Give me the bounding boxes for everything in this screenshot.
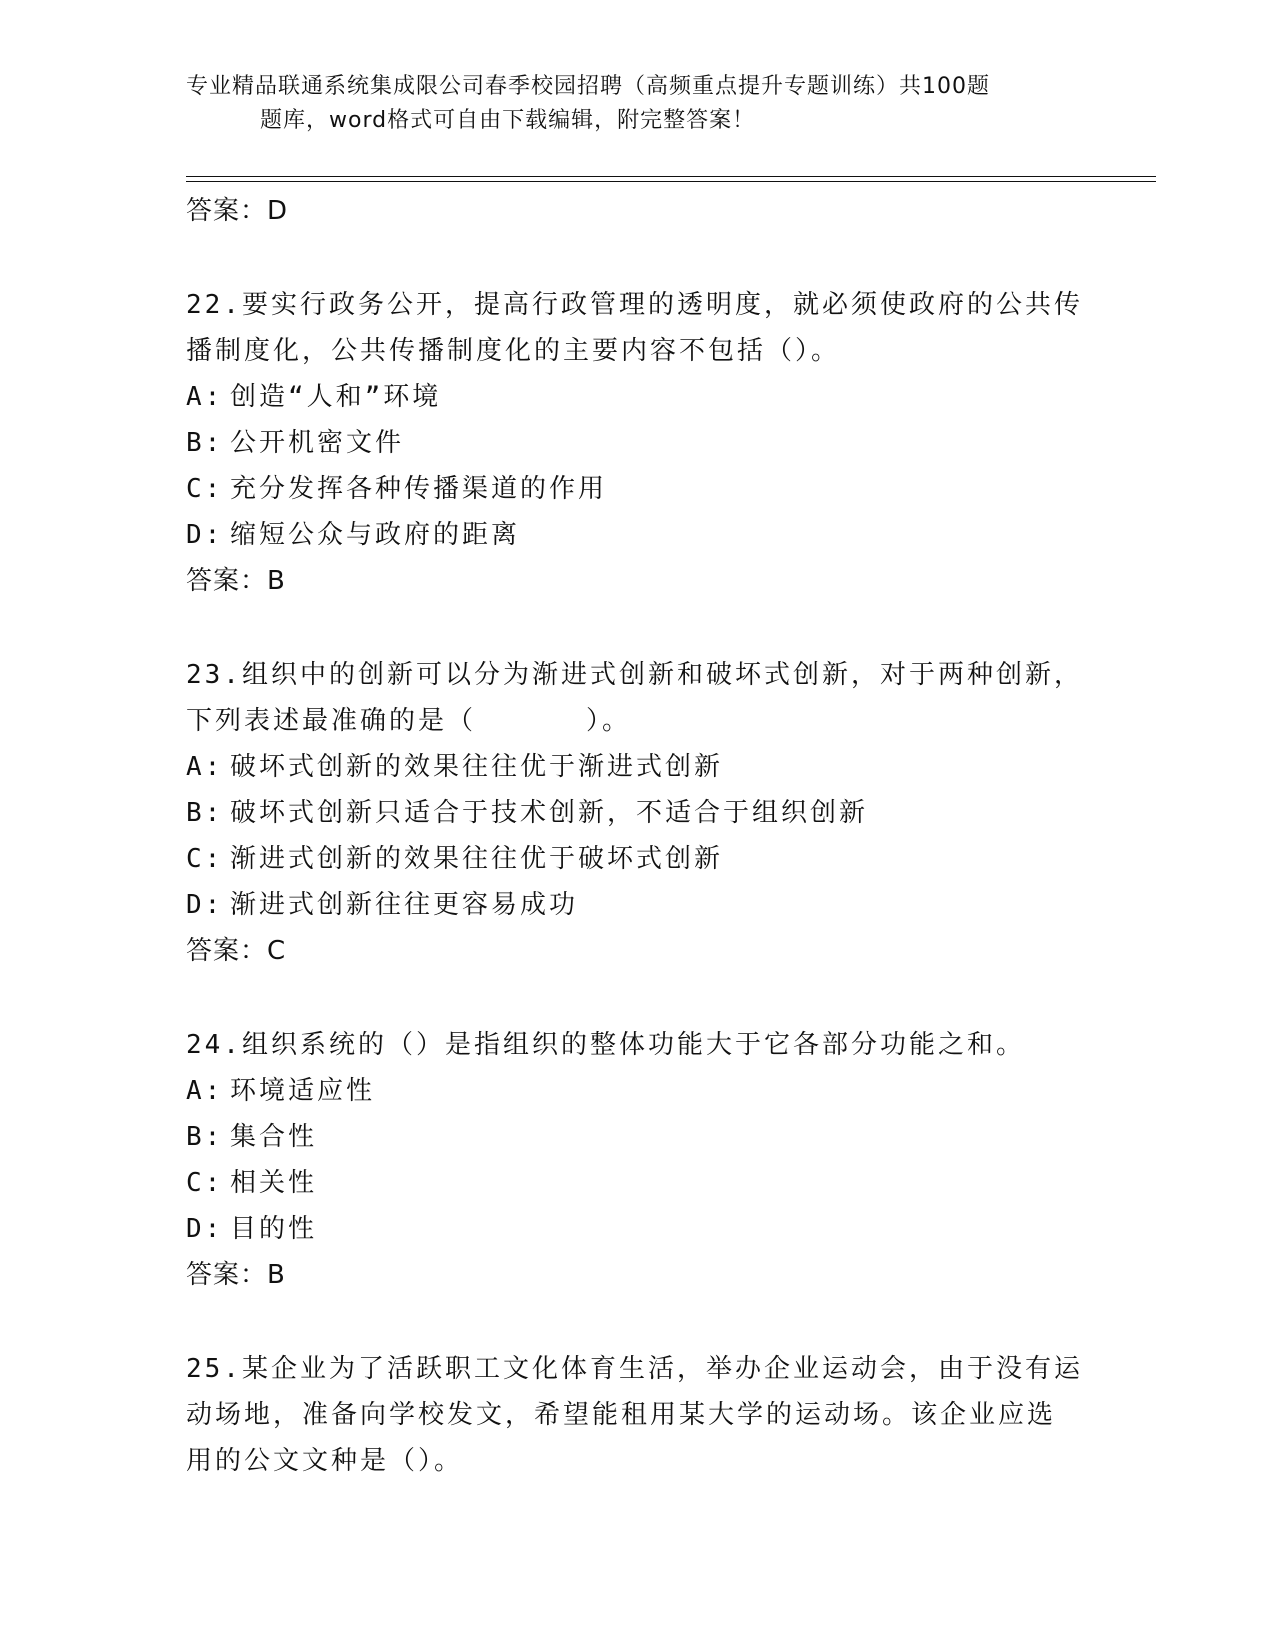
option-b (186, 790, 1086, 836)
option-text: 破坏式创新只适合于技术创新，不适合于组织创新 (230, 798, 869, 828)
option-d (186, 882, 1086, 928)
option-text: 创造“人和”环境 (230, 382, 442, 412)
option-text: 目的性 (230, 1214, 318, 1244)
option-a (186, 374, 1086, 420)
question-24 (186, 1022, 1086, 1298)
option-text: 缩短公众与政府的距离 (230, 520, 521, 550)
option-letter: C: (186, 844, 224, 874)
question-text-line: 播制度化，公共传播制度化的主要内容不包括（）。 (186, 336, 841, 366)
question-text-line: 22.要实行政务公开，提高行政管理的透明度，就必须使政府的公共传 (186, 290, 1083, 320)
option-letter: A: (186, 752, 224, 782)
document-header (186, 70, 1086, 138)
option-letter: B: (186, 798, 224, 828)
question-text-line: 用的公文文种是（）。 (186, 1446, 464, 1476)
spacer (186, 604, 1086, 652)
option-a (186, 744, 1086, 790)
question-text-line: 25.某企业为了活跃职工文化体育生活，举办企业运动会，由于没有运 (186, 1354, 1083, 1384)
question-text-line: 动场地，准备向学校发文，希望能租用某大学的运动场。该企业应选 (186, 1400, 1057, 1430)
option-b (186, 420, 1086, 466)
question-text-line: 23.组织中的创新可以分为渐进式创新和破坏式创新，对于两种创新， (186, 660, 1083, 690)
option-text: 相关性 (230, 1168, 318, 1198)
option-letter: B: (186, 428, 224, 458)
option-d (186, 1206, 1086, 1252)
header-title-line1: 专业精品联通系统集成限公司春季校园招聘（高频重点提升专题训练）共100题 (186, 74, 990, 99)
option-text: 充分发挥各种传播渠道的作用 (230, 474, 608, 504)
option-letter: B: (186, 1122, 224, 1152)
option-d (186, 512, 1086, 558)
option-letter: D: (186, 1214, 224, 1244)
option-text: 渐进式创新往往更容易成功 (230, 890, 579, 920)
question-25 (186, 1346, 1086, 1484)
answer-22: 答案：B (186, 566, 286, 596)
header-title-line2: 题库，word格式可自由下载编辑，附完整答案！ (260, 108, 756, 133)
option-c (186, 1160, 1086, 1206)
previous-answer: 答案：D (186, 196, 289, 226)
question-content (186, 188, 1086, 1484)
option-c (186, 466, 1086, 512)
option-letter: C: (186, 474, 224, 504)
option-b (186, 1114, 1086, 1160)
header-divider-bottom (186, 181, 1156, 182)
question-23 (186, 652, 1086, 974)
spacer (186, 1298, 1086, 1346)
option-letter: C: (186, 1168, 224, 1198)
answer-24: 答案：B (186, 1260, 286, 1290)
option-text: 公开机密文件 (230, 428, 405, 458)
option-text: 破坏式创新的效果往往优于渐进式创新 (230, 752, 724, 782)
option-text: 环境适应性 (230, 1076, 376, 1106)
option-text: 渐进式创新的效果往往优于破坏式创新 (230, 844, 724, 874)
option-letter: A: (186, 1076, 224, 1106)
header-divider-top (186, 176, 1156, 177)
question-22 (186, 282, 1086, 604)
option-c (186, 836, 1086, 882)
option-a (186, 1068, 1086, 1114)
option-text: 集合性 (230, 1122, 318, 1152)
spacer (186, 234, 1086, 282)
option-letter: D: (186, 520, 224, 550)
question-text-line: 24.组织系统的（）是指组织的整体功能大于它各部分功能之和。 (186, 1030, 1025, 1060)
question-text-after-blank: ）。 (586, 706, 632, 736)
question-text-line (186, 698, 1086, 744)
option-letter: D: (186, 890, 224, 920)
option-letter: A: (186, 382, 224, 412)
spacer (186, 974, 1086, 1022)
answer-23: 答案：C (186, 936, 287, 966)
question-text-before-blank: 下列表述最准确的是（ (186, 706, 477, 736)
